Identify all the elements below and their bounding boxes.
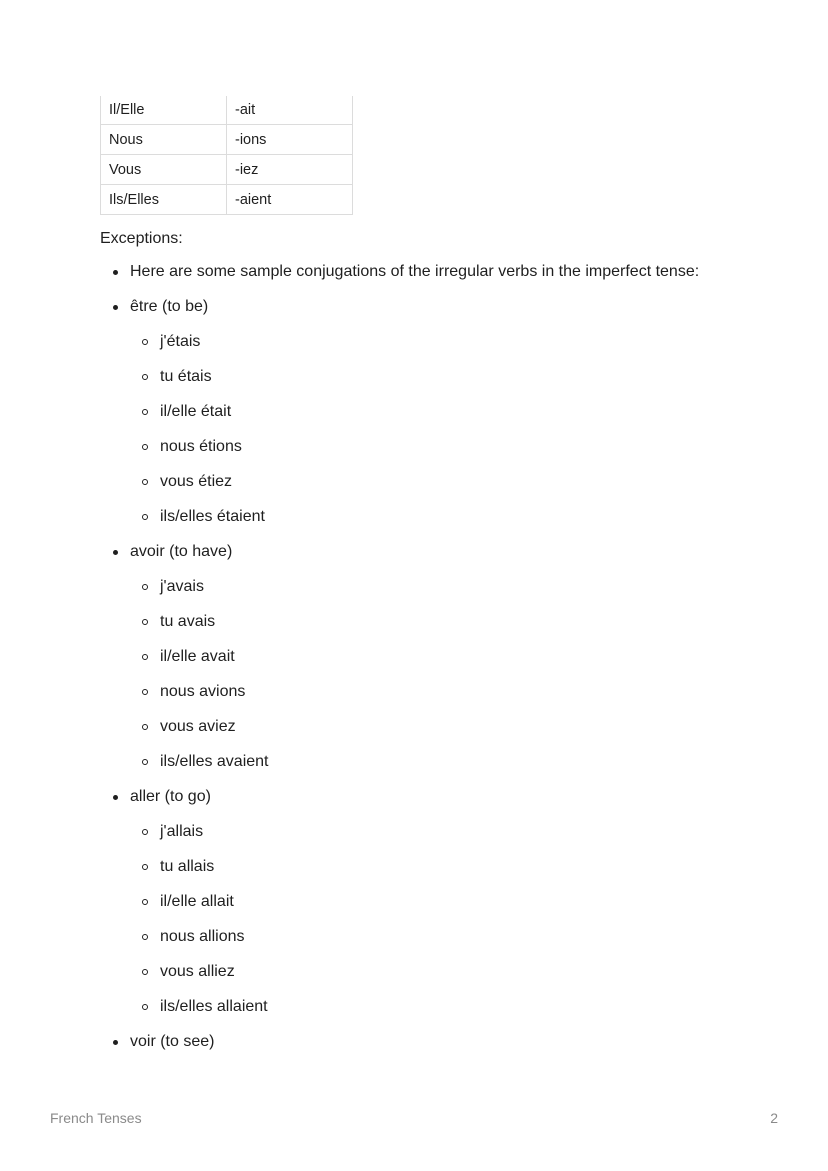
conjugation-form: vous étiez bbox=[160, 473, 233, 490]
conjugation-form: il/elle avait bbox=[160, 648, 235, 665]
list-item-form bbox=[100, 367, 800, 402]
list-item-text: Here are some sample conjugations of the irregular verbs in the imperfect tense: bbox=[130, 263, 700, 280]
verb-name: aller (to go) bbox=[130, 788, 211, 805]
bullet-circle-icon bbox=[142, 864, 148, 870]
bullet-circle-icon bbox=[142, 759, 148, 765]
bullet-circle-icon bbox=[142, 374, 148, 380]
pronoun-cell: Vous bbox=[101, 155, 227, 185]
conjugation-form: vous alliez bbox=[160, 963, 235, 980]
exceptions-list bbox=[100, 262, 800, 1067]
verb-name: avoir (to have) bbox=[130, 543, 233, 560]
list-item-form bbox=[100, 997, 800, 1032]
list-item-form bbox=[100, 752, 800, 787]
conjugation-form: j'allais bbox=[160, 823, 204, 840]
conjugation-form: ils/elles allaient bbox=[160, 998, 268, 1015]
conjugation-form: il/elle était bbox=[160, 403, 232, 420]
pronoun-cell: Nous bbox=[101, 125, 227, 155]
pronoun-cell: Il/Elle bbox=[101, 96, 227, 125]
conjugation-form: nous allions bbox=[160, 928, 245, 945]
bullet-dot-icon bbox=[113, 305, 118, 310]
conjugation-form: ils/elles avaient bbox=[160, 753, 269, 770]
verb-endings-table bbox=[100, 96, 353, 215]
conjugation-form: vous aviez bbox=[160, 718, 236, 735]
footer-document-title: French Tenses bbox=[50, 1110, 142, 1126]
table-row bbox=[101, 96, 353, 125]
footer-page-number: 2 bbox=[770, 1110, 778, 1126]
bullet-circle-icon bbox=[142, 934, 148, 940]
pronoun-cell: Ils/Elles bbox=[101, 185, 227, 215]
bullet-dot-icon bbox=[113, 795, 118, 800]
ending-cell: -ions bbox=[227, 125, 353, 155]
bullet-circle-icon bbox=[142, 339, 148, 345]
list-item-form bbox=[100, 892, 800, 927]
conjugation-form: nous étions bbox=[160, 438, 242, 455]
list-item-form bbox=[100, 577, 800, 612]
conjugation-form: tu allais bbox=[160, 858, 215, 875]
list-item-form bbox=[100, 437, 800, 472]
list-item-form bbox=[100, 682, 800, 717]
bullet-circle-icon bbox=[142, 1004, 148, 1010]
table-row bbox=[101, 125, 353, 155]
list-item-form bbox=[100, 402, 800, 437]
list-item-form bbox=[100, 332, 800, 367]
verb-name: être (to be) bbox=[130, 298, 209, 315]
list-item-form bbox=[100, 472, 800, 507]
bullet-circle-icon bbox=[142, 479, 148, 485]
bullet-circle-icon bbox=[142, 969, 148, 975]
conjugation-form: il/elle allait bbox=[160, 893, 234, 910]
conjugation-form: nous avions bbox=[160, 683, 246, 700]
list-item-form bbox=[100, 717, 800, 752]
list-item-form bbox=[100, 927, 800, 962]
list-item-verb bbox=[100, 1032, 800, 1067]
exceptions-heading: Exceptions: bbox=[100, 230, 183, 247]
table-row bbox=[101, 155, 353, 185]
list-item-verb bbox=[100, 542, 800, 577]
list-item-form bbox=[100, 507, 800, 542]
table-row bbox=[101, 185, 353, 215]
bullet-circle-icon bbox=[142, 584, 148, 590]
conjugation-form: tu étais bbox=[160, 368, 212, 385]
bullet-circle-icon bbox=[142, 899, 148, 905]
list-item-form bbox=[100, 612, 800, 647]
bullet-dot-icon bbox=[113, 270, 118, 275]
ending-cell: -ait bbox=[227, 96, 353, 125]
bullet-circle-icon bbox=[142, 619, 148, 625]
bullet-dot-icon bbox=[113, 550, 118, 555]
list-item bbox=[100, 262, 800, 297]
list-item-verb bbox=[100, 297, 800, 332]
bullet-dot-icon bbox=[113, 1040, 118, 1045]
ending-cell: -aient bbox=[227, 185, 353, 215]
conjugation-form: j'étais bbox=[160, 333, 201, 350]
bullet-circle-icon bbox=[142, 829, 148, 835]
bullet-circle-icon bbox=[142, 689, 148, 695]
bullet-circle-icon bbox=[142, 514, 148, 520]
conjugation-form: tu avais bbox=[160, 613, 216, 630]
list-item-form bbox=[100, 962, 800, 997]
conjugation-form: j'avais bbox=[160, 578, 204, 595]
list-item-verb bbox=[100, 787, 800, 822]
list-item-form bbox=[100, 857, 800, 892]
bullet-circle-icon bbox=[142, 654, 148, 660]
verb-name: voir (to see) bbox=[130, 1033, 215, 1050]
bullet-circle-icon bbox=[142, 444, 148, 450]
bullet-circle-icon bbox=[142, 724, 148, 730]
bullet-circle-icon bbox=[142, 409, 148, 415]
ending-cell: -iez bbox=[227, 155, 353, 185]
list-item-form bbox=[100, 647, 800, 682]
conjugation-form: ils/elles étaient bbox=[160, 508, 265, 525]
list-item-form bbox=[100, 822, 800, 857]
